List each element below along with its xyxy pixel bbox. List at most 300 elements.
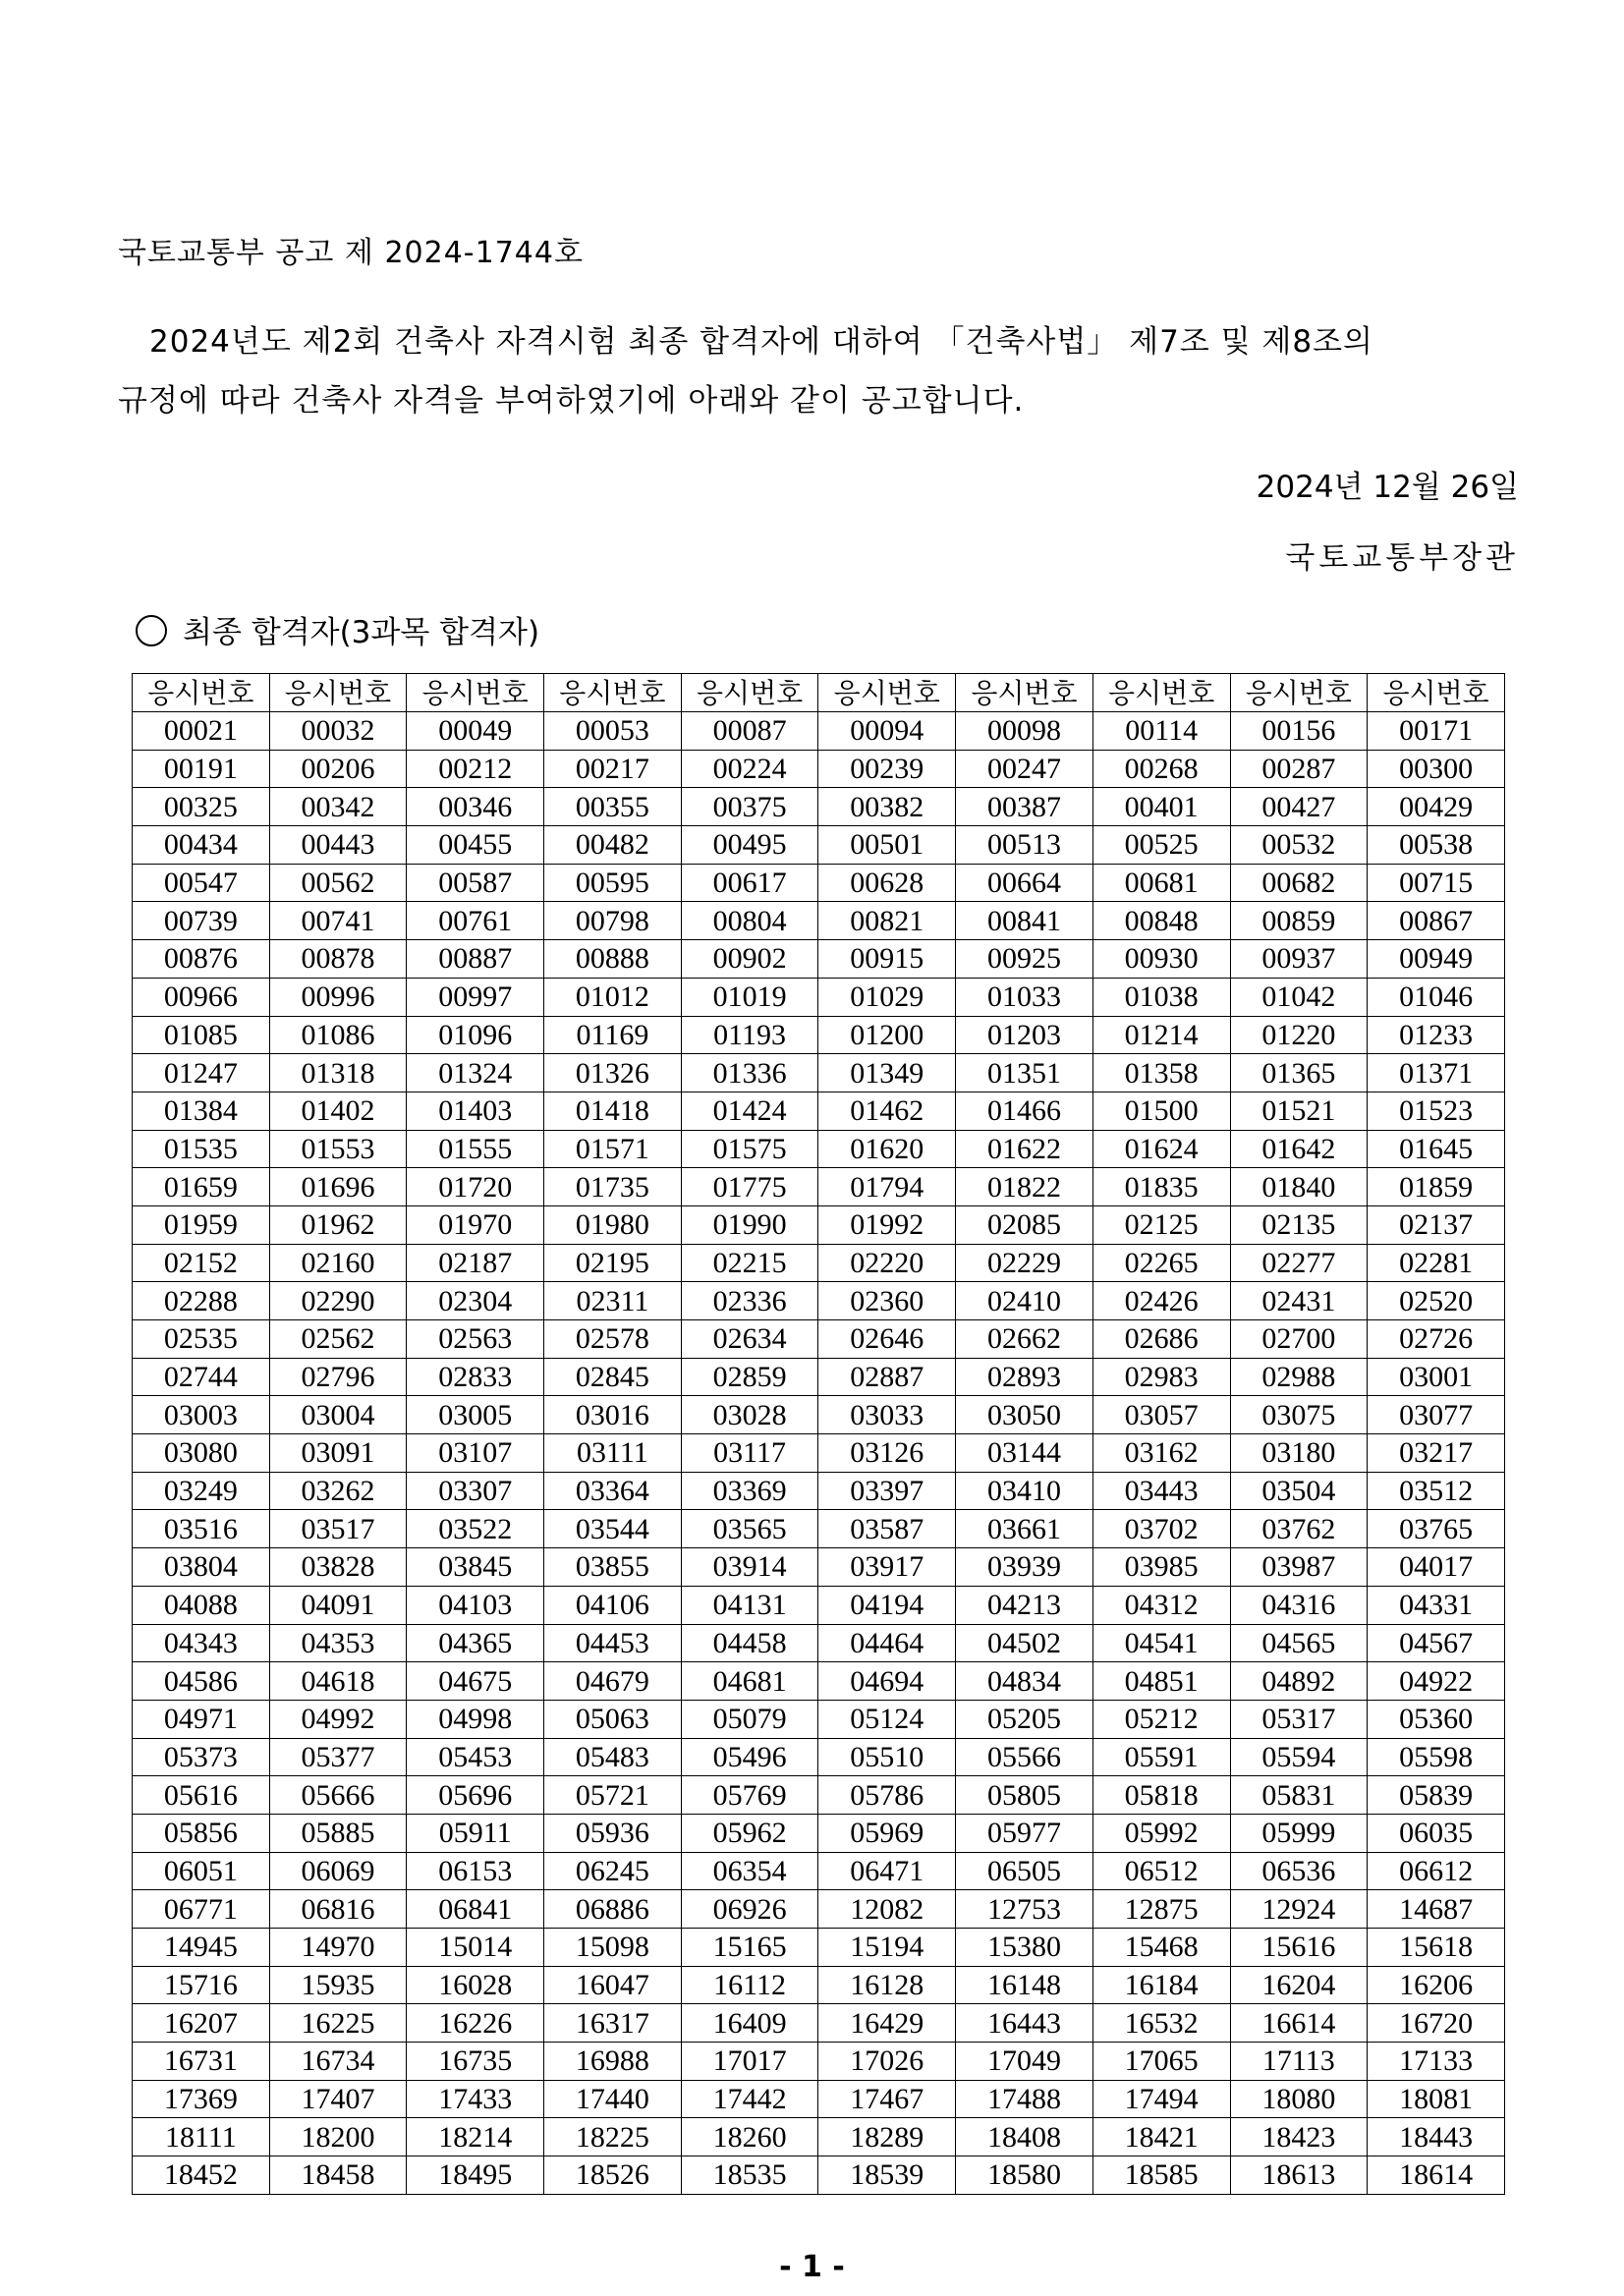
exam-number-cell: 03522 [407,1510,544,1548]
exam-number-cell: 02887 [818,1358,956,1396]
table-row [133,1852,1505,1890]
exam-number-cell: 05360 [1368,1700,1505,1738]
exam-number-cell: 00346 [407,788,544,826]
table-row [133,750,1505,788]
exam-number-cell: 01029 [818,978,956,1016]
exam-number-cell: 01318 [269,1054,407,1092]
section-title: 최종 합격자(3과목 합격자) [183,615,540,650]
exam-number-cell: 02845 [544,1358,682,1396]
exam-number-cell: 03855 [544,1548,682,1587]
exam-number-cell: 06512 [1092,1852,1230,1890]
exam-number-cell: 18111 [133,2118,270,2156]
exam-number-cell: 00482 [544,826,682,865]
column-header: 응시번호 [133,674,270,712]
exam-number-cell: 01624 [1092,1130,1230,1168]
exam-number-cell: 02662 [956,1320,1093,1359]
exam-number-cell: 17433 [407,2080,544,2118]
exam-number-cell: 16226 [407,2004,544,2043]
exam-number-cell: 01326 [544,1054,682,1092]
table-row [133,1434,1505,1473]
exam-number-cell: 00434 [133,826,270,865]
exam-number-cell: 01019 [681,978,818,1016]
exam-number-cell: 18539 [818,2156,956,2195]
exam-number-cell: 04971 [133,1700,270,1738]
exam-number-cell: 18408 [956,2118,1093,2156]
exam-number-cell: 00538 [1368,826,1505,865]
exam-number-cell: 16988 [544,2043,682,2081]
exam-number-cell: 01620 [818,1130,956,1168]
exam-number-cell: 01085 [133,1016,270,1054]
table-row [133,1092,1505,1130]
exam-number-cell: 00443 [269,826,407,865]
table-row [133,864,1505,902]
exam-number-cell: 02304 [407,1282,544,1320]
exam-number-cell: 15194 [818,1929,956,1967]
exam-number-cell: 03003 [133,1396,270,1434]
exam-number-cell: 02983 [1092,1358,1230,1396]
exam-number-cell: 18613 [1230,2156,1368,2195]
exam-number-cell: 03512 [1368,1472,1505,1510]
exam-number-cell: 02562 [269,1320,407,1359]
exam-number-cell: 00761 [407,902,544,940]
table-header-row [133,674,1505,712]
exam-number-cell: 02187 [407,1244,544,1282]
exam-number-cell: 18080 [1230,2080,1368,2118]
exam-number-cell: 01351 [956,1054,1093,1092]
exam-number-cell: 02535 [133,1320,270,1359]
exam-number-cell: 06612 [1368,1852,1505,1890]
exam-number-cell: 02988 [1230,1358,1368,1396]
exam-number-cell: 18535 [681,2156,818,2195]
exam-number-cell: 04131 [681,1586,818,1624]
exam-number-cell: 00617 [681,864,818,902]
exam-number-cell: 01086 [269,1016,407,1054]
exam-number-cell: 00087 [681,712,818,751]
table-row [133,1966,1505,2004]
exam-number-cell: 04541 [1092,1624,1230,1662]
exam-number-cell: 03702 [1092,1510,1230,1548]
exam-number-cell: 06771 [133,1890,270,1929]
exam-number-cell: 01203 [956,1016,1093,1054]
exam-number-cell: 03364 [544,1472,682,1510]
column-header: 응시번호 [407,674,544,712]
exam-number-cell: 06505 [956,1852,1093,1890]
exam-number-cell: 01358 [1092,1054,1230,1092]
exam-number-cell: 00342 [269,788,407,826]
exam-number-cell: 03180 [1230,1434,1368,1473]
exam-number-cell: 00287 [1230,750,1368,788]
exam-number-cell: 00859 [1230,902,1368,940]
exam-number-cell: 04103 [407,1586,544,1624]
exam-number-cell: 06816 [269,1890,407,1929]
exam-number-cell: 12924 [1230,1890,1368,1929]
passer-table [132,673,1505,2195]
exam-number-cell: 17026 [818,2043,956,2081]
table-row [133,2043,1505,2081]
exam-number-cell: 03804 [133,1548,270,1587]
table-row [133,1548,1505,1587]
exam-number-cell: 02859 [681,1358,818,1396]
exam-number-cell: 02137 [1368,1205,1505,1244]
exam-number-cell: 18081 [1368,2080,1505,2118]
exam-number-cell: 02085 [956,1205,1093,1244]
exam-number-cell: 05786 [818,1776,956,1815]
exam-number-cell: 05317 [1230,1700,1368,1738]
exam-number-cell: 02796 [269,1358,407,1396]
exam-number-cell: 01959 [133,1205,270,1244]
exam-number-cell: 18260 [681,2118,818,2156]
exam-number-cell: 17440 [544,2080,682,2118]
exam-number-cell: 15618 [1368,1929,1505,1967]
exam-number-cell: 03917 [818,1548,956,1587]
body-text-line-1: 2024년도 제2회 건축사 자격시험 최종 합격자에 대하여 「건축사법」 제7조 및 제8조의 [149,324,1373,360]
exam-number-cell: 01247 [133,1054,270,1092]
table-row [133,1282,1505,1320]
exam-number-cell: 00455 [407,826,544,865]
exam-number-cell: 00532 [1230,826,1368,865]
exam-number-cell: 00937 [1230,940,1368,979]
exam-number-cell: 04565 [1230,1624,1368,1662]
table-row [133,2080,1505,2118]
exam-number-cell: 05079 [681,1700,818,1738]
table-row [133,978,1505,1016]
exam-number-cell: 14687 [1368,1890,1505,1929]
exam-number-cell: 01384 [133,1092,270,1130]
exam-number-cell: 16317 [544,2004,682,2043]
circle-bullet-icon [136,615,167,646]
exam-number-cell: 18200 [269,2118,407,2156]
table-body [133,712,1505,2195]
exam-number-cell: 05377 [269,1738,407,1776]
exam-number-cell: 04353 [269,1624,407,1662]
section-heading [136,607,539,651]
exam-number-cell: 00300 [1368,750,1505,788]
exam-number-cell: 01645 [1368,1130,1505,1168]
exam-number-cell: 01324 [407,1054,544,1092]
exam-number-cell: 00741 [269,902,407,940]
exam-number-cell: 05212 [1092,1700,1230,1738]
exam-number-cell: 01980 [544,1205,682,1244]
table-row [133,1168,1505,1206]
exam-number-cell: 15098 [544,1929,682,1967]
exam-number-cell: 02646 [818,1320,956,1359]
exam-number-cell: 04343 [133,1624,270,1662]
exam-number-cell: 01424 [681,1092,818,1130]
exam-number-cell: 01500 [1092,1092,1230,1130]
column-header: 응시번호 [1368,674,1505,712]
exam-number-cell: 00966 [133,978,270,1016]
exam-number-cell: 01735 [544,1168,682,1206]
exam-number-cell: 00501 [818,826,956,865]
exam-number-cell: 05856 [133,1814,270,1852]
exam-number-cell: 03765 [1368,1510,1505,1548]
exam-number-cell: 16028 [407,1966,544,2004]
exam-number-cell: 03985 [1092,1548,1230,1587]
exam-number-cell: 17065 [1092,2043,1230,2081]
exam-number-cell: 06841 [407,1890,544,1929]
exam-number-cell: 03516 [133,1510,270,1548]
exam-number-cell: 03005 [407,1396,544,1434]
exam-number-cell: 03914 [681,1548,818,1587]
exam-number-cell: 06926 [681,1890,818,1929]
exam-number-cell: 15468 [1092,1929,1230,1967]
exam-number-cell: 05566 [956,1738,1093,1776]
exam-number-cell: 01365 [1230,1054,1368,1092]
exam-number-cell: 18458 [269,2156,407,2195]
exam-number-cell: 01822 [956,1168,1093,1206]
exam-number-cell: 02195 [544,1244,682,1282]
exam-number-cell: 02215 [681,1244,818,1282]
exam-number-cell: 03504 [1230,1472,1368,1510]
exam-number-cell: 03091 [269,1434,407,1473]
exam-number-cell: 01096 [407,1016,544,1054]
issuer: 국토교통부장관 [1285,540,1519,576]
exam-number-cell: 00429 [1368,788,1505,826]
exam-number-cell: 04365 [407,1624,544,1662]
exam-number-cell: 04679 [544,1662,682,1701]
exam-number-cell: 05616 [133,1776,270,1815]
exam-number-cell: 05839 [1368,1776,1505,1815]
exam-number-cell: 05373 [133,1738,270,1776]
exam-number-cell: 02125 [1092,1205,1230,1244]
exam-number-cell: 01193 [681,1016,818,1054]
exam-number-cell: 06245 [544,1852,682,1890]
exam-number-cell: 12875 [1092,1890,1230,1929]
exam-number-cell: 04694 [818,1662,956,1701]
column-header: 응시번호 [818,674,956,712]
exam-number-cell: 16443 [956,2004,1093,2043]
table-row [133,1244,1505,1282]
exam-number-cell: 15935 [269,1966,407,2004]
exam-number-cell: 06035 [1368,1814,1505,1852]
exam-number-cell: 04464 [818,1624,956,1662]
exam-number-cell: 00996 [269,978,407,1016]
exam-number-cell: 16734 [269,2043,407,2081]
exam-number-cell: 03517 [269,1510,407,1548]
exam-number-cell: 00681 [1092,864,1230,902]
exam-number-cell: 17442 [681,2080,818,2118]
notice-date: 2024년 12월 26일 [1256,470,1519,505]
table-row [133,1814,1505,1852]
exam-number-cell: 03016 [544,1396,682,1434]
exam-number-cell: 00495 [681,826,818,865]
exam-number-cell: 01038 [1092,978,1230,1016]
exam-number-cell: 05936 [544,1814,682,1852]
exam-number-cell: 02410 [956,1282,1093,1320]
exam-number-cell: 17049 [956,2043,1093,2081]
exam-number-cell: 14945 [133,1929,270,1967]
exam-number-cell: 00595 [544,864,682,902]
exam-number-cell: 04892 [1230,1662,1368,1701]
exam-number-cell: 18495 [407,2156,544,2195]
exam-number-cell: 03661 [956,1510,1093,1548]
exam-number-cell: 05911 [407,1814,544,1852]
exam-number-cell: 03565 [681,1510,818,1548]
exam-number-cell: 02160 [269,1244,407,1282]
exam-number-cell: 16207 [133,2004,270,2043]
exam-number-cell: 00239 [818,750,956,788]
exam-number-cell: 03057 [1092,1396,1230,1434]
exam-number-cell: 01840 [1230,1168,1368,1206]
exam-number-cell: 05598 [1368,1738,1505,1776]
exam-number-cell: 00525 [1092,826,1230,865]
exam-number-cell: 05510 [818,1738,956,1776]
exam-number-cell: 03410 [956,1472,1093,1510]
exam-number-cell: 05769 [681,1776,818,1815]
exam-number-cell: 04017 [1368,1548,1505,1587]
exam-number-cell: 18214 [407,2118,544,2156]
exam-number-cell: 03828 [269,1548,407,1587]
exam-number-cell: 17369 [133,2080,270,2118]
exam-number-cell: 15014 [407,1929,544,1967]
exam-number-cell: 00930 [1092,940,1230,979]
column-header: 응시번호 [269,674,407,712]
exam-number-cell: 06069 [269,1852,407,1890]
exam-number-cell: 05063 [544,1700,682,1738]
exam-number-cell: 00867 [1368,902,1505,940]
exam-number-cell: 00562 [269,864,407,902]
exam-number-cell: 15616 [1230,1929,1368,1967]
exam-number-cell: 03443 [1092,1472,1230,1510]
exam-number-cell: 04586 [133,1662,270,1701]
exam-number-cell: 16148 [956,1966,1093,2004]
exam-number-cell: 03107 [407,1434,544,1473]
exam-number-cell: 06471 [818,1852,956,1890]
exam-number-cell: 00114 [1092,712,1230,751]
exam-number-cell: 02229 [956,1244,1093,1282]
exam-number-cell: 06886 [544,1890,682,1929]
exam-number-cell: 00915 [818,940,956,979]
exam-number-cell: 02336 [681,1282,818,1320]
column-header: 응시번호 [544,674,682,712]
exam-number-cell: 03162 [1092,1434,1230,1473]
exam-number-cell: 00032 [269,712,407,751]
exam-number-cell: 04675 [407,1662,544,1701]
exam-number-cell: 02700 [1230,1320,1368,1359]
exam-number-cell: 00997 [407,978,544,1016]
exam-number-cell: 16409 [681,2004,818,2043]
exam-number-cell: 05483 [544,1738,682,1776]
exam-number-cell: 00804 [681,902,818,940]
exam-number-cell: 01659 [133,1168,270,1206]
exam-number-cell: 05696 [407,1776,544,1815]
exam-number-cell: 02288 [133,1282,270,1320]
table-row [133,1776,1505,1815]
exam-number-cell: 00587 [407,864,544,902]
column-header: 응시번호 [681,674,818,712]
column-header: 응시번호 [1092,674,1230,712]
exam-number-cell: 04088 [133,1586,270,1624]
exam-number-cell: 16128 [818,1966,956,2004]
exam-number-cell: 05818 [1092,1776,1230,1815]
exam-number-cell: 18614 [1368,2156,1505,2195]
exam-number-cell: 16614 [1230,2004,1368,2043]
exam-number-cell: 00949 [1368,940,1505,979]
exam-number-cell: 01571 [544,1130,682,1168]
exam-number-cell: 01535 [133,1130,270,1168]
exam-number-cell: 03939 [956,1548,1093,1587]
exam-number-cell: 01720 [407,1168,544,1206]
table-row [133,1929,1505,1967]
exam-number-cell: 01349 [818,1054,956,1092]
table-row [133,1396,1505,1434]
exam-number-cell: 02578 [544,1320,682,1359]
exam-number-cell: 18443 [1368,2118,1505,2156]
exam-number-cell: 01575 [681,1130,818,1168]
exam-number-cell: 04453 [544,1624,682,1662]
exam-number-cell: 03262 [269,1472,407,1510]
exam-number-cell: 05885 [269,1814,407,1852]
exam-number-cell: 05666 [269,1776,407,1815]
exam-number-cell: 00513 [956,826,1093,865]
exam-number-cell: 04331 [1368,1586,1505,1624]
exam-number-cell: 01200 [818,1016,956,1054]
table-row [133,1358,1505,1396]
table-row [133,1510,1505,1548]
table-row [133,1586,1505,1624]
exam-number-cell: 01794 [818,1168,956,1206]
exam-number-cell: 05721 [544,1776,682,1815]
exam-number-cell: 05831 [1230,1776,1368,1815]
exam-number-cell: 00021 [133,712,270,751]
exam-number-cell: 03249 [133,1472,270,1510]
exam-number-cell: 00247 [956,750,1093,788]
exam-number-cell: 00664 [956,864,1093,902]
table-row [133,1320,1505,1359]
exam-number-cell: 03117 [681,1434,818,1473]
exam-number-cell: 17017 [681,2043,818,2081]
exam-number-cell: 05496 [681,1738,818,1776]
exam-number-cell: 17494 [1092,2080,1230,2118]
exam-number-cell: 06153 [407,1852,544,1890]
exam-number-cell: 02726 [1368,1320,1505,1359]
exam-number-cell: 02833 [407,1358,544,1396]
exam-number-cell: 16112 [681,1966,818,2004]
exam-number-cell: 00156 [1230,712,1368,751]
exam-number-cell: 02265 [1092,1244,1230,1282]
body-text-line-2: 규정에 따라 건축사 자격을 부여하였기에 아래와 같이 공고합니다. [118,383,1025,419]
exam-number-cell: 03001 [1368,1358,1505,1396]
exam-number-cell: 01403 [407,1092,544,1130]
exam-number-cell: 04618 [269,1662,407,1701]
exam-number-cell: 02360 [818,1282,956,1320]
exam-number-cell: 04091 [269,1586,407,1624]
exam-number-cell: 01012 [544,978,682,1016]
exam-number-cell: 16206 [1368,1966,1505,2004]
exam-number-cell: 00739 [133,902,270,940]
exam-number-cell: 00387 [956,788,1093,826]
page-number: - 1 - [779,2250,845,2284]
exam-number-cell: 02431 [1230,1282,1368,1320]
table-row [133,1472,1505,1510]
exam-number-cell: 16184 [1092,1966,1230,2004]
exam-number-cell: 16720 [1368,2004,1505,2043]
exam-number-cell: 00841 [956,902,1093,940]
exam-number-cell: 01214 [1092,1016,1230,1054]
exam-number-cell: 05977 [956,1814,1093,1852]
exam-number-cell: 03144 [956,1434,1093,1473]
exam-number-cell: 00191 [133,750,270,788]
exam-number-cell: 03762 [1230,1510,1368,1548]
exam-number-cell: 16429 [818,2004,956,2043]
exam-number-cell: 04213 [956,1586,1093,1624]
exam-number-cell: 17488 [956,2080,1093,2118]
exam-number-cell: 01962 [269,1205,407,1244]
exam-number-cell: 04567 [1368,1624,1505,1662]
exam-number-cell: 01555 [407,1130,544,1168]
notice-id: 국토교통부 공고 제 2024-1744호 [118,236,584,270]
exam-number-cell: 03004 [269,1396,407,1434]
